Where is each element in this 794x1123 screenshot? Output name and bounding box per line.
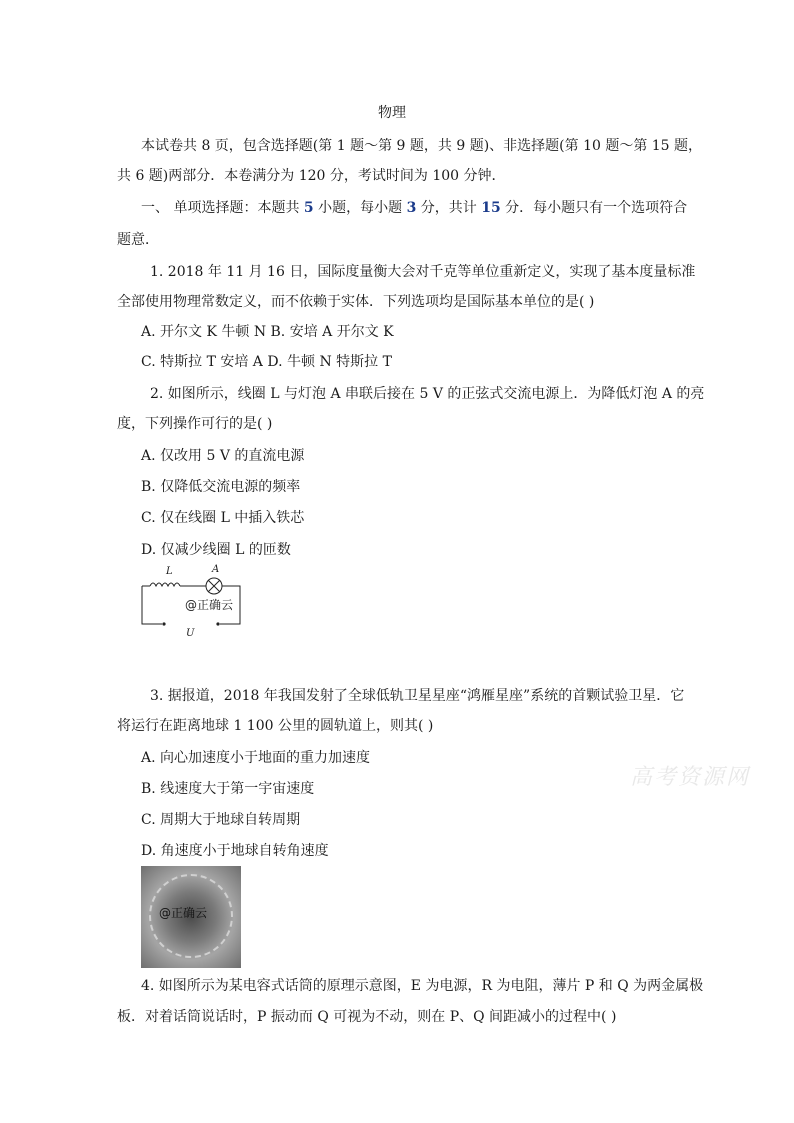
- section-text-c: 分，共计: [420, 200, 477, 216]
- q4-stem-line-2: 板．对着话筒说话时，P 振动而 Q 可视为不动，则在 P、Q 间距减小的过程中( ): [117, 1009, 617, 1025]
- circuit-wire-left: [142, 586, 162, 624]
- q3-option-a: A. 向心加速度小于地面的重力加速度: [141, 750, 371, 766]
- q3-stem-line-2: 将运行在距离地球 1 100 公里的圆轨道上，则其( ): [117, 718, 434, 734]
- q1-options-ab: A. 开尔文 K 牛顿 N B. 安培 A 开尔文 K: [141, 324, 394, 340]
- q2-option-d: D. 仅减少线圈 L 的匝数: [141, 542, 291, 558]
- section-text-b: 小题，每小题: [318, 200, 403, 216]
- q2-option-a: A. 仅改用 5 V 的直流电源: [141, 448, 305, 464]
- q1-stem-line-1: 1. 2018 年 11 月 16 日，国际度量衡大会对千克等单位重新定义，实现了基本度量标准: [150, 264, 696, 280]
- intro-line-1: 本试卷共 8 页，包含选择题(第 1 题～第 9 题，共 9 题)、非选择题(第 10 题～第 15 题，: [141, 138, 703, 154]
- section-points-each: 3: [406, 200, 417, 216]
- lamp-label: A: [212, 564, 220, 575]
- satellite-earth-image: [141, 866, 241, 968]
- coil-lamp-circuit-figure: [140, 566, 252, 642]
- intro-line-2: 共 6 题)两部分．本卷满分为 120 分，考试时间为 100 分钟．: [117, 168, 506, 184]
- lamp-cross: [208, 580, 220, 592]
- q2-stem-line-1: 2. 如图所示，线圈 L 与灯泡 A 串联后接在 5 V 的正弦式交流电源上．为降低灯泡 A 的亮: [150, 386, 705, 402]
- section-text-d: 分．每小题只有一个选项符合: [505, 200, 688, 216]
- q2-stem-line-2: 度，下列操作可行的是( ): [117, 416, 273, 432]
- q3-stem-line-1: 3. 据报道，2018 年我国发射了全球低轨卫星星座“鸿雁星座”系统的首颗试验卫星．它: [150, 688, 685, 704]
- inductor-coil: [150, 583, 180, 586]
- background-watermark: 高考资源网: [630, 765, 751, 790]
- q2-option-c: C. 仅在线圈 L 中插入铁芯: [141, 510, 305, 526]
- page-title: 物理: [378, 105, 406, 121]
- q3-option-c: C. 周期大于地球自转周期: [141, 812, 301, 828]
- section-heading-line-2: 题意．: [117, 232, 159, 248]
- section-text-a: 一、 单项选择题：本题共: [141, 200, 300, 216]
- q2-option-b: B. 仅降低交流电源的频率: [141, 479, 301, 495]
- q1-stem-line-2: 全部使用物理常数定义，而不依赖于实体．下列选项均是国际基本单位的是( ): [117, 294, 595, 310]
- section-points-total: 15: [481, 200, 501, 216]
- image-watermark: @正确云: [159, 906, 208, 920]
- figure-watermark: @正确云: [185, 598, 234, 612]
- q3-option-b: B. 线速度大于第一宇宙速度: [141, 781, 315, 797]
- section-heading: [141, 198, 687, 218]
- terminal-left: [162, 622, 165, 625]
- coil-label: L: [166, 566, 173, 577]
- section-count: 5: [303, 200, 314, 216]
- voltage-label: U: [186, 628, 195, 639]
- q3-option-d: D. 角速度小于地球自转角速度: [141, 843, 329, 859]
- terminal-right: [216, 622, 219, 625]
- q1-options-cd: C. 特斯拉 T 安培 A D. 牛顿 N 特斯拉 T: [141, 354, 392, 370]
- q4-stem-line-1: 4. 如图所示为某电容式话筒的原理示意图，E 为电源，R 为电阻，薄片 P 和 Q 为两金属极: [141, 978, 704, 994]
